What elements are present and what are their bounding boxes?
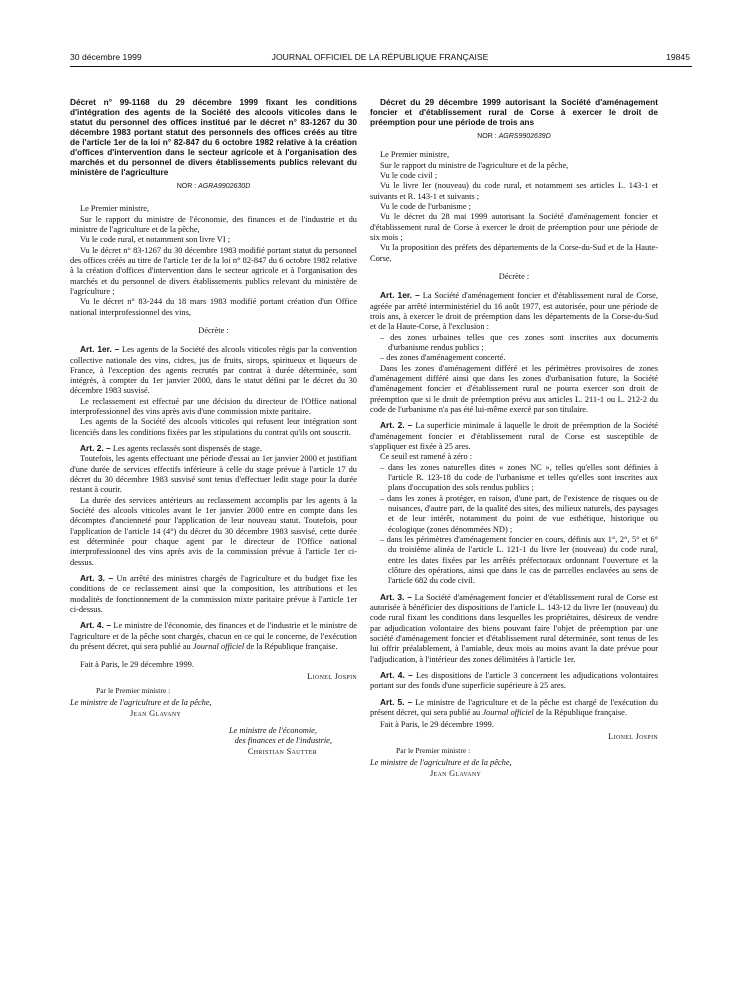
list-item: – dans les périmètres d'aménagement foncier en cours, définis aux 1°, 2°, 5° et 6° du troisième alinéa de l'article L. 121-1 du livre Ier (nouveau) du code rural, entre les dates fixées par les arrêtés préfectoraux ordonnant l'ouverture et la clôture des opérations, ainsi que dans le cas de parcelles enclavées au sens de l'article 682 du code civil.	[380, 534, 658, 586]
right-article-3	[370, 592, 658, 665]
right-decrete: Décrète :	[498, 272, 530, 282]
left-minister-economy-name: Christian Sautter	[247, 746, 317, 756]
left-p4: Vu le décret n° 83-1267 du 30 décembre 1983 modifié portant statut du personnel des offices créés au titre de l'article 1er de la loi n° 82-847 du 6 octobre 1982 relative à la création d'offices d'intervention dans le secteur agricole et à l'organisation des marchés et du personnel de divers établissements publics relevant du ministère de l'agriculture ;	[70, 245, 357, 296]
list-item: – des zones d'aménagement concerté.	[380, 353, 506, 363]
left-nor-code: AGRA9902630D	[198, 182, 251, 190]
right-p2: Sur le rapport du ministre de l'agriculture et de la pêche,	[380, 160, 569, 170]
left-pm-name: Lionel Jospin	[307, 671, 357, 681]
right-p5: Vu le code de l'urbanisme ;	[380, 202, 472, 212]
left-p3: Vu le code rural, et notamment son livre VI ;	[80, 235, 231, 245]
right-article-5-text-b: de la République française.	[533, 707, 627, 717]
right-p6: Vu le décret du 28 mai 1999 autorisant la Société d'aménagement foncier et d'établissement rural de Corse à exercer le droit de préemption pour une période de six mois ;	[370, 212, 658, 243]
left-article-3-label: Art. 3. –	[80, 573, 114, 584]
left-article-1-b: Le reclassement est effectué par une décision du directeur de l'Office national interprofessionnel des vins après avis d'une commission mixte paritaire.	[70, 396, 357, 417]
left-article-4-label: Art. 4. –	[80, 620, 112, 631]
left-nor	[70, 183, 357, 192]
left-p1: Le Premier ministre,	[80, 204, 150, 214]
left-signatures	[70, 660, 357, 757]
left-article-3-text: Un arrêté des ministres chargés de l'agriculture et du budget fixe les conditions de ce reclassement ainsi que la composition, les attributions et les modalités de fonctionnement de la commission mixte paritaire prévue à l'article 1er ci-dessus.	[70, 574, 357, 615]
right-p7: Vu la proposition des préfets des départements de la Corse-du-Sud et de la Haute-Corse,	[370, 243, 658, 263]
left-minister-economy-b: des finances et de l'industrie,	[234, 736, 332, 746]
right-minister-agriculture-name: Jean Glavany	[430, 768, 482, 778]
right-article-2	[370, 420, 658, 452]
right-fait: Fait à Paris, le 29 décembre 1999.	[380, 720, 494, 730]
right-article-5-jo: Journal officiel	[482, 707, 534, 717]
right-nor	[370, 133, 658, 142]
list-item: – dans les zones à protéger, en raison, d'une part, de l'existence de risques ou de nuisances, d'autre part, de la qualité des sites, des milieux naturels, des paysages et de leur intérêt, notamment du point de vue esthétique, historique ou écologique (zones dénommées ND) ;	[380, 493, 658, 534]
right-article-1-text: La Société d'aménagement foncier et d'établissement rural de Corse, agréée par arrêté interministériel du 16 août 1977, est autorisée, pour une période de trois ans, à exercer le droit de préemption dans les départements de la Corse-du-Sud et de la Haute-Corse, à l'exclusion :	[370, 291, 658, 332]
right-article-1-label: Art. 1er. –	[380, 290, 420, 301]
right-column	[370, 98, 658, 779]
right-article-1-b: Dans les zones d'aménagement différé et les périmètres provisoires de zones d'aménagement différé ainsi que dans les zones d'urbanisation future, la Société d'aménagement foncier et d'établissement rural ne pourra exercer son droit de préemption que si le droit de préemption prévu aux articles L. 211-1 ou L. 212-2 du code de l'urbanisme n'a pas été lui-même exercé par son titulaire.	[370, 363, 658, 415]
left-article-2-c: La durée des services antérieurs au reclassement accomplis par les agents à la Société des alcools viticoles avant le 1er janvier 2000 entre en compte dans les décomptes d'ancienneté pour l'application de leur nouveau statut. Toutefois, pour l'application de l'article 14 (4°) du décret du 30 décembre 1983 susvisé, cette durée est déterminée pour chaque agent par le directeur de l'Office national interprofessionnel des vins après avis de la commission prévue à l'article 1er ci-dessus.	[70, 495, 357, 567]
left-article-4-text-a: Le ministre de l'économie, des finances et de l'industrie et le ministre de l'agriculture et de la pêche sont chargés, chacun en ce qui le concerne, de l'exécution du présent décret, qui sera publié au	[70, 621, 357, 652]
left-decree-title: Décret n° 99-1168 du 29 décembre 1999 fixant les conditions d'intégration des agents de la Société des alcools viticoles dans le statut du personnel des offices institué par le décret n° 83-1267 du 30 décembre 1983 portant statut des personnels des offices créés au titre de l'article 1er de la loi n° 82-847 du 6 octobre 1982 relative à la création d'offices d'intervention dans le secteur agricole et à l'organisation des marchés et du personnel de divers établissements publics relevant du ministère de l'agriculture	[70, 97, 357, 177]
left-article-4-jo: Journal officiel	[192, 642, 245, 652]
left-p2: Sur le rapport du ministre de l'économie, des finances et de l'industrie et du ministre de l'agriculture et de la pêche,	[70, 214, 357, 234]
left-article-2-b: Toutefois, les agents effectuant une période d'essai au 1er janvier 2000 et justifiant d'une durée de services effectifs inférieure à celle du stage prévue à l'article 17 du décret du 30 décembre 1983 susvisé sont tenus d'effectuer ledit stage pour la durée restant à courir.	[70, 454, 357, 495]
left-article-1-label: Art. 1er. –	[80, 344, 120, 355]
header-page-number: 19845	[666, 52, 690, 62]
left-nor-label: NOR :	[176, 182, 199, 190]
left-article-4-text-b: de la République française.	[244, 642, 338, 652]
left-article-2-text: Les agents reclassés sont dispensés de stage.	[110, 444, 262, 454]
running-header	[70, 52, 690, 64]
right-article-4-label: Art. 4. –	[380, 669, 413, 680]
right-article-2-list	[370, 463, 658, 587]
right-article-4-text: Les dispositions de l'article 3 concernent les adjudications volontaires portant sur des fonds d'une superficie supérieure à 25 ares.	[370, 670, 658, 691]
left-article-3	[70, 573, 357, 615]
left-article-1-text: Les agents de la Société des alcools viticoles régis par la convention collective nationale des vins, cidres, jus de fruits, sirops, spiritueux et liqueurs de France, à l'exception des agents recrutés par contrat à durée déterminée, sont intégrés, à compter du 1er janvier 2000, dans le statut défini par le décret du 30 décembre 1983 susvisé.	[70, 345, 357, 396]
right-article-1	[370, 290, 658, 332]
right-signatures	[370, 720, 658, 779]
right-article-2-label: Art. 2. –	[380, 420, 413, 431]
right-nor-code: AGRS9902639D	[498, 132, 551, 140]
right-pm-name: Lionel Jospin	[608, 731, 658, 741]
right-article-5	[370, 697, 658, 719]
right-article-2-b: Ce seuil est ramené à zéro :	[380, 452, 473, 462]
right-decree-title: Décret du 29 décembre 1999 autorisant la Société d'aménagement foncier et d'établissement rural de Corse à exercer le droit de préemption pour une période de trois ans	[370, 97, 658, 127]
right-p4: Vu le livre Ier (nouveau) du code rural, et notamment ses articles L. 143-1 et suivants et R. 143-1 et suivants ;	[370, 181, 658, 201]
left-p5: Vu le décret n° 83-244 du 18 mars 1983 modifié portant création d'un Office national interprofessionnel des vins,	[70, 297, 357, 317]
left-fait: Fait à Paris, le 29 décembre 1999.	[80, 660, 194, 670]
left-decrete: Décrète :	[198, 325, 229, 335]
header-rule	[70, 66, 692, 67]
left-minister-agriculture-name: Jean Glavany	[130, 708, 182, 718]
header-journal: JOURNAL OFFICIEL DE LA RÉPUBLIQUE FRANÇAISE	[271, 52, 489, 62]
right-article-5-text-a: Le ministre de l'agriculture et de la pêche est chargé de l'exécution du présent décret, qui sera publié au	[370, 697, 658, 717]
right-article-5-label: Art. 5. –	[380, 696, 413, 707]
list-item: – des zones urbaines telles que ces zones sont inscrites aux documents d'urbanisme rendus publics ;	[380, 332, 658, 353]
left-article-1	[70, 344, 357, 397]
left-article-2-label: Art. 2. –	[80, 443, 111, 454]
right-article-4	[370, 670, 658, 692]
left-par: Par le Premier ministre :	[96, 686, 171, 696]
right-nor-label: NOR :	[477, 132, 499, 140]
left-article-1-c: Les agents de la Société des alcools viticoles qui refusent leur intégration sont licenciés dans les conditions fixées par les stipulations du contrat qu'ils ont souscrit.	[70, 417, 357, 437]
list-item: – dans les zones naturelles dites « zones NC », telles qu'elles sont définies à l'article R. 123-18 du code de l'urbanisme et telles qu'elles sont inscrites aux plans d'occupation des sols rendus publics ;	[380, 462, 658, 493]
left-column	[70, 98, 357, 757]
header-date: 30 décembre 1999	[70, 52, 142, 62]
right-p3: Vu le code civil ;	[380, 171, 438, 181]
left-article-2	[70, 443, 357, 454]
right-article-1-list	[370, 333, 658, 364]
right-p1: Le Premier ministre,	[380, 150, 450, 160]
left-article-4	[70, 620, 357, 652]
left-minister-agriculture: Le ministre de l'agriculture et de la pêche,	[70, 698, 212, 708]
right-par: Par le Premier ministre :	[396, 745, 471, 755]
right-article-2-text: La superficie minimale à laquelle le droit de préemption de la Société d'aménagement foncier et d'établissement rural de Corse est susceptible de s'appliquer est fixée à 25 ares.	[370, 421, 658, 451]
right-minister-agriculture: Le ministre de l'agriculture et de la pêche,	[370, 758, 512, 768]
left-minister-economy: Le ministre de l'économie,	[228, 726, 317, 735]
right-article-3-label: Art. 3. –	[380, 591, 412, 602]
right-article-3-text: La Société d'aménagement foncier et d'établissement rural de Corse est autorisée à bénéficier des dispositions de l'article L. 143-12 du livre Ier (nouveau) du code rural fixant les conditions dans lesquelles les propriétaires, désireux de vendre par adjudication volontaire des biens pouvant faire l'objet de préemption par une société d'aménagement foncier et d'établissement rural déterminée, sont tenus de les lui offrir préalablement, à l'amiable, deux mois au moins avant la date prévue pour l'adjudication, à l'intérieur des zones délimitées à l'article 1er.	[370, 592, 658, 664]
